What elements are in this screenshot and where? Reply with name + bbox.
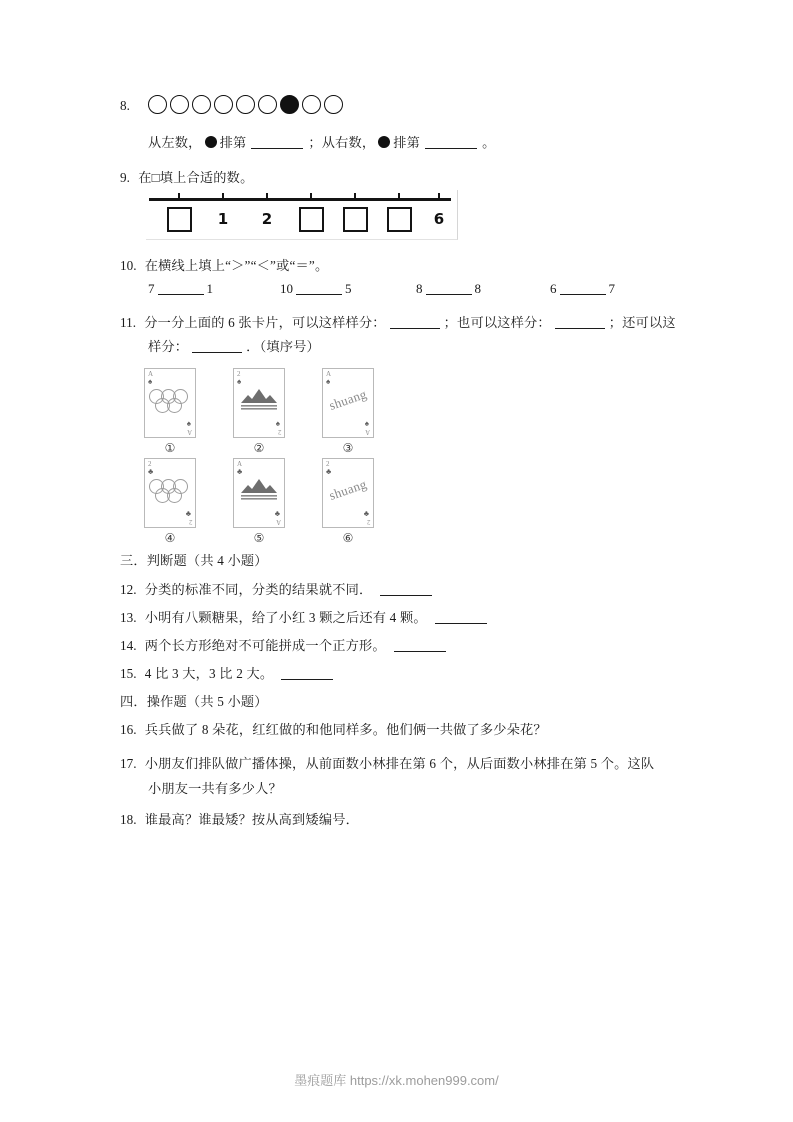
tick-5 xyxy=(354,193,356,199)
numberline-axis xyxy=(149,198,451,201)
card-1-rank: A xyxy=(148,370,154,378)
question-11-line-1 xyxy=(120,313,676,333)
q10-text: 在横线上填上“＞”“＜”或“＝”。 xyxy=(144,258,329,273)
q8-mid1: 排第 xyxy=(219,135,247,150)
mountain-icon xyxy=(239,386,279,416)
comparison-4-blank[interactable] xyxy=(560,282,606,295)
card-4-label: ④ xyxy=(164,531,176,545)
numberline-box-5[interactable] xyxy=(343,207,368,232)
q8-num: 8. xyxy=(120,98,130,113)
circle-8 xyxy=(302,95,321,114)
comparison-2 xyxy=(280,281,352,297)
q18-num: 18. xyxy=(120,812,137,827)
spade-icon-br: ♠ xyxy=(364,419,369,428)
footer-text: 墨痕题库 https://xk.mohen999.com/ xyxy=(294,1073,499,1088)
question-16 xyxy=(120,720,547,740)
numberline-cell-2 xyxy=(210,207,236,232)
club-icon-br: ♣ xyxy=(274,509,280,518)
card-6-rank-br: 2 xyxy=(366,518,370,526)
q15-blank[interactable] xyxy=(281,666,333,680)
numberline-cell-7 xyxy=(426,207,452,232)
section-3-heading-text: 三．判断题（共 4 小题） xyxy=(120,553,268,568)
card-2-rank-br: 2 xyxy=(277,428,281,436)
question-11-line-2 xyxy=(148,337,320,357)
question-9 xyxy=(120,168,253,188)
comparison-1 xyxy=(148,281,213,297)
card-item-5 xyxy=(228,458,290,545)
question-13 xyxy=(120,608,487,628)
q11-text-c: ；还可以这 xyxy=(608,315,676,330)
numberline-cell-3 xyxy=(254,207,280,232)
q12-blank[interactable] xyxy=(380,582,432,596)
card-1-rank-br: A xyxy=(186,428,192,436)
card-item-2 xyxy=(228,368,290,455)
footer-watermark xyxy=(0,1070,793,1089)
q17-text-line-2: 小朋友一共有多少人？ xyxy=(148,781,282,796)
q18-text: 谁最高？谁最矮？按从高到矮编号． xyxy=(144,812,359,827)
card-3-art-text: shuang xyxy=(327,386,369,413)
q9-numberline-figure xyxy=(146,190,458,240)
playing-card-1 xyxy=(144,368,196,438)
section-3-heading xyxy=(120,551,268,571)
q16-num: 16. xyxy=(120,722,137,737)
section-4-heading xyxy=(120,692,268,712)
q12-text: 分类的标准不同，分类的结果就不同． xyxy=(144,582,373,597)
q8-blank-2[interactable] xyxy=(425,135,477,149)
q8-blank-1[interactable] xyxy=(251,135,303,149)
playing-card-2 xyxy=(233,368,285,438)
comparison-4 xyxy=(550,281,615,297)
q11-text-a: 分一分上面的 6 张卡片，可以这样样分： xyxy=(144,315,386,330)
q9-num: 9. xyxy=(120,170,130,185)
q11-blank-1[interactable] xyxy=(390,315,440,329)
numberline-cell-4[interactable] xyxy=(298,207,324,232)
card-5-rank: A xyxy=(237,460,243,468)
comparison-1-blank[interactable] xyxy=(158,282,204,295)
q11-text-d: 样分： xyxy=(148,339,189,354)
card-3-rank-br: A xyxy=(364,428,370,436)
q11-blank-2[interactable] xyxy=(555,315,605,329)
card-2-label: ② xyxy=(253,441,265,455)
q17-num: 17. xyxy=(120,756,137,771)
card-item-3 xyxy=(317,368,379,455)
q14-blank[interactable] xyxy=(394,638,446,652)
spade-icon: ♠ xyxy=(148,377,153,386)
question-18 xyxy=(120,810,359,830)
card-6-art-text: shuang xyxy=(327,476,369,503)
card-5-label: ⑤ xyxy=(253,531,265,545)
club-icon: ♣ xyxy=(148,467,154,476)
q8-mid2: 排第 xyxy=(393,135,421,150)
q8-prompt-line xyxy=(148,133,495,153)
circle-1 xyxy=(148,95,167,114)
tick-6 xyxy=(398,193,400,199)
ring-5 xyxy=(167,488,182,503)
circle-2 xyxy=(170,95,189,114)
section-4-heading-text: 四．操作题（共 5 小题） xyxy=(120,694,268,709)
q8-prefix: 从左数， xyxy=(148,135,202,150)
q15-text: 4 比 3 大，3 比 2 大。 xyxy=(144,666,274,681)
card-item-6 xyxy=(317,458,379,545)
ring-5 xyxy=(167,398,182,413)
black-dot-icon-2 xyxy=(378,136,390,148)
tick-7 xyxy=(438,193,440,199)
comparison-3-blank[interactable] xyxy=(426,282,472,295)
q17-text-line-1: 小朋友们排队做广播体操，从前面数小林排在第 6 个，从后面数小林排在第 5 个。这队 xyxy=(144,756,655,771)
numberline-value-7: 6 xyxy=(433,210,445,228)
q11-text-b: ；也可以这样分： xyxy=(443,315,551,330)
circle-4 xyxy=(214,95,233,114)
card-4-rank: 2 xyxy=(148,460,152,468)
numberline-box-6[interactable] xyxy=(387,207,412,232)
q8-sep: ；从右数， xyxy=(308,135,376,150)
q13-num: 13. xyxy=(120,610,137,625)
club-icon-br: ♣ xyxy=(185,509,191,518)
numberline-cell-1[interactable] xyxy=(166,207,192,232)
question-8-number xyxy=(120,96,130,116)
question-12 xyxy=(120,580,432,600)
question-17-line-2 xyxy=(148,779,282,799)
comparison-3 xyxy=(416,281,481,297)
comparison-4-right: 7 xyxy=(608,281,615,296)
question-17-line-1 xyxy=(120,754,654,774)
numberline-value-3: 2 xyxy=(261,210,273,228)
card-2-rank: 2 xyxy=(237,370,241,378)
q15-num: 15. xyxy=(120,666,137,681)
q16-text: 兵兵做了 8 朵花，红红做的和他同样多。他们俩一共做了多少朵花？ xyxy=(144,722,547,737)
q14-num: 14. xyxy=(120,638,137,653)
comparison-4-left: 6 xyxy=(550,281,557,296)
q13-blank[interactable] xyxy=(435,610,487,624)
card-3-rank: A xyxy=(326,370,332,378)
q11-blank-3[interactable] xyxy=(192,339,242,353)
card-5-rank-br: A xyxy=(275,518,281,526)
card-3-label: ③ xyxy=(342,441,354,455)
card-item-4 xyxy=(139,458,201,545)
circle-7-filled xyxy=(280,95,299,114)
mountain-icon xyxy=(239,476,279,506)
question-15 xyxy=(120,664,333,684)
tick-1 xyxy=(178,193,180,199)
card-6-rank: 2 xyxy=(326,460,330,468)
card-item-1 xyxy=(139,368,201,455)
circle-9 xyxy=(324,95,343,114)
playing-card-6 xyxy=(322,458,374,528)
q14-text: 两个长方形绝对不可能拼成一个正方形。 xyxy=(144,638,386,653)
question-10 xyxy=(120,256,328,276)
card-4-rank-br: 2 xyxy=(188,518,192,526)
spade-icon: ♠ xyxy=(237,377,242,386)
comparison-1-left: 7 xyxy=(148,281,155,296)
circle-5 xyxy=(236,95,255,114)
numberline-cell-5[interactable] xyxy=(342,207,368,232)
numberline-value-2: 1 xyxy=(217,210,229,228)
q11-text-e: ．（填序号） xyxy=(246,339,320,354)
tick-2 xyxy=(222,193,224,199)
q11-num: 11. xyxy=(120,315,136,330)
spade-icon-br: ♠ xyxy=(275,419,280,428)
numberline-box-1[interactable] xyxy=(167,207,192,232)
q10-num: 10. xyxy=(120,258,137,273)
circle-3 xyxy=(192,95,211,114)
q12-num: 12. xyxy=(120,582,137,597)
q13-text: 小明有八颗糖果，给了小红 3 颗之后还有 4 颗。 xyxy=(144,610,427,625)
numberline-box-4[interactable] xyxy=(299,207,324,232)
club-icon-br: ♣ xyxy=(363,509,369,518)
club-icon: ♣ xyxy=(237,467,243,476)
card-1-label: ① xyxy=(164,441,176,455)
numberline-cell-6[interactable] xyxy=(386,207,412,232)
spade-icon-br: ♠ xyxy=(186,419,191,428)
black-dot-icon xyxy=(205,136,217,148)
comparison-2-right: 5 xyxy=(345,281,352,296)
q8-circle-row xyxy=(148,95,343,114)
playing-card-4 xyxy=(144,458,196,528)
question-14 xyxy=(120,636,446,656)
card-6-label: ⑥ xyxy=(342,531,354,545)
comparison-3-right: 8 xyxy=(474,281,481,296)
playing-card-3 xyxy=(322,368,374,438)
playing-card-5 xyxy=(233,458,285,528)
q9-text: 在□填上合适的数。 xyxy=(138,170,254,185)
club-icon: ♣ xyxy=(326,467,332,476)
q8-end: 。 xyxy=(482,135,496,150)
comparison-3-left: 8 xyxy=(416,281,423,296)
spade-icon: ♠ xyxy=(326,377,331,386)
tick-4 xyxy=(310,193,312,199)
circle-6 xyxy=(258,95,277,114)
comparison-2-blank[interactable] xyxy=(296,282,342,295)
comparison-2-left: 10 xyxy=(280,281,293,296)
tick-3 xyxy=(266,193,268,199)
comparison-1-right: 1 xyxy=(206,281,213,296)
